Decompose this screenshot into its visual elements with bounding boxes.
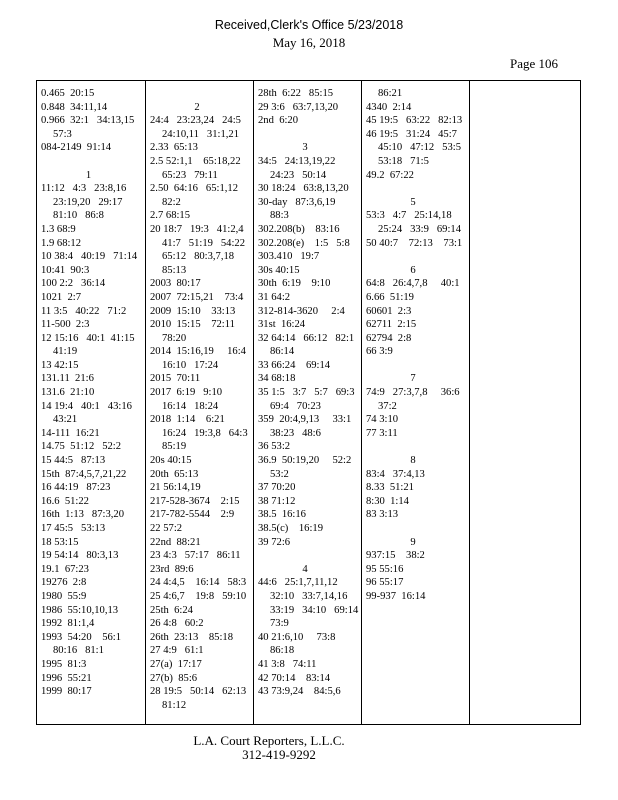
- index-entry: 60601 2:3: [366, 305, 412, 317]
- index-entry: 41:7 51:19 54:22: [162, 237, 245, 249]
- index-entry: 100 2:2 36:14: [41, 278, 106, 290]
- index-entry: 50 40:7 72:13 73:1: [366, 237, 463, 249]
- index-entry: 2018 1:14 6:21: [150, 414, 225, 426]
- index-entry: 23 4:3 57:17 86:11: [150, 550, 241, 562]
- index-entry: 302.208(e) 1:5 5:8: [258, 237, 350, 249]
- index-entry: 38.5 16:16: [258, 509, 306, 521]
- index-column-1: [37, 81, 146, 724]
- index-entry: 21 56:14,19: [150, 482, 201, 494]
- index-entry: 32 64:14 66:12 82:1: [258, 332, 355, 344]
- index-entry: 34:5 24:13,19,22: [258, 155, 336, 167]
- index-entry: 85:19: [162, 441, 187, 453]
- index-entry: 303.410 19:7: [258, 251, 320, 263]
- index-entry: 38:23 48:6: [270, 427, 321, 439]
- index-section-heading: 5: [410, 196, 416, 208]
- index-entry: 131.6 21:10: [41, 387, 95, 399]
- index-section-heading: 3: [302, 142, 308, 154]
- index-entry: 20th 65:13: [150, 468, 199, 480]
- index-entry: 2.5 52:1,1 65:18,22: [150, 155, 241, 167]
- index-entry: 86:18: [270, 645, 295, 657]
- index-entry: 13 42:15: [41, 359, 79, 371]
- index-entry: 25th 6:24: [150, 604, 193, 616]
- index-entry: 19.1 67:23: [41, 563, 89, 575]
- index-entry: 36.9 50:19,20 52:2: [258, 455, 352, 467]
- index-entry: 16:14 18:24: [162, 400, 219, 412]
- index-entry: 86:21: [378, 88, 403, 99]
- index-entry: 88:3: [270, 210, 289, 222]
- index-entry: 8:30 1:14: [366, 495, 409, 507]
- reporter-phone: 312-419-9292: [242, 747, 316, 762]
- index-entry: 17 45:5 53:13: [41, 523, 106, 534]
- index-entry: 1.3 68:9: [41, 223, 76, 235]
- index-entry: 1999 80:17: [41, 686, 92, 698]
- index-entry: 16th 1:13 87:3,20: [41, 509, 124, 521]
- index-entry: 28th 6:22 85:15: [258, 88, 334, 99]
- index-entry: 35 1:5 3:7 5:7 69:3: [258, 387, 355, 399]
- index-entry: 10:41 90:3: [41, 264, 90, 276]
- received-stamp: Received,Clerk's Office 5/23/2018: [214, 18, 404, 32]
- index-entry: 2nd 6:20: [258, 115, 299, 127]
- index-entry: 83 3:13: [366, 509, 399, 521]
- index-entry: 74 3:10: [366, 414, 399, 426]
- index-entry: 1986 55:10,10,13: [41, 604, 119, 616]
- index-entry: 25:24 33:9 69:14: [378, 223, 461, 235]
- index-entry: 26 4:8 60:2: [150, 618, 204, 630]
- index-entry: 30th 6:19 9:10: [258, 278, 331, 290]
- page-number: Page 106: [509, 56, 558, 71]
- index-entry: 65:12 80:3,7,18: [162, 251, 235, 263]
- index-entry: 20s 40:15: [150, 455, 192, 467]
- index-entry: 16:10 17:24: [162, 359, 219, 371]
- index-entry: 11 3:5 40:22 71:2: [41, 305, 127, 317]
- index-entry: 8.33 51:21: [366, 482, 414, 494]
- index-entry: 81:12: [162, 699, 187, 711]
- index-entry: 22nd 88:21: [150, 536, 201, 548]
- index-entry: 30s 40:15: [258, 264, 300, 276]
- index-entry: 10 38:4 40:19 71:14: [41, 251, 138, 263]
- index-entry: 43:21: [53, 414, 78, 426]
- index-entry: 80:16 81:1: [53, 645, 104, 657]
- index-entry: 1021 2:7: [41, 291, 82, 303]
- blank-line: [366, 440, 466, 454]
- index-column-3: [254, 81, 362, 724]
- index-entry: 1980 55:9: [41, 590, 87, 602]
- blank-line: [258, 549, 358, 563]
- index-entry: 15th 87:4,5,7,21,22: [41, 468, 127, 480]
- index-entry: 16 44:19 87:23: [41, 482, 111, 494]
- index-entry: 53:2: [270, 468, 289, 480]
- index-entry: 20 18:7 19:3 41:2,4: [150, 223, 244, 235]
- blank-line: [366, 250, 466, 264]
- index-entry: 19 54:14 80:3,13: [41, 550, 119, 562]
- index-entry: 69:4 70:23: [270, 400, 321, 412]
- index-entry: 6.66 51:19: [366, 291, 414, 303]
- index-entry: 81:10 86:8: [53, 210, 104, 222]
- index-entry: 2009 15:10 33:13: [150, 305, 236, 317]
- index-entry: 53:3 4:7 25:14,18: [366, 210, 452, 222]
- index-section-heading: 6: [410, 264, 416, 276]
- index-entry: 38.5(c) 16:19: [258, 523, 324, 534]
- blank-line: [150, 87, 250, 101]
- index-entry: 27(a) 17:17: [150, 658, 202, 670]
- index-entry: 66 3:9: [366, 346, 393, 358]
- index-entry: 27 4:9 61:1: [150, 645, 204, 657]
- index-entry: 32:10 33:7,14,16: [270, 590, 348, 602]
- index-entry: 16:24 19:3,8 64:3: [162, 427, 248, 439]
- index-entry: 33 66:24 69:14: [258, 359, 331, 371]
- index-section-heading: 1: [85, 169, 92, 181]
- index-entry: 39 72:6: [258, 536, 291, 548]
- index-entry: 74:9 27:3,7,8 36:6: [366, 387, 460, 399]
- index-entry: 73:9: [270, 618, 289, 630]
- index-entry: 82:2: [162, 196, 181, 208]
- index-entry: 16.6 51:22: [41, 495, 89, 507]
- index-entry: 85:13: [162, 264, 187, 276]
- index-entry: 359 20:4,9,13 33:1: [258, 414, 352, 426]
- index-entry: 11-500 2:3: [41, 319, 90, 331]
- index-entry: 2010 15:15 72:11: [150, 319, 235, 331]
- index-entry: 41 3:8 74:11: [258, 658, 317, 670]
- index-entry: 65:23 79:11: [162, 169, 218, 181]
- index-entry: 36 53:2: [258, 441, 291, 453]
- index-entry: 86:14: [270, 346, 295, 358]
- index-entry: 96 55:17: [366, 577, 404, 589]
- blank-line: [366, 359, 466, 373]
- index-entry: 23:19,20 29:17: [53, 196, 123, 208]
- index-entry: 99-937 16:14: [366, 590, 426, 602]
- index-entry: 217-528-3674 2:15: [150, 495, 240, 507]
- index-entry: 2015 70:11: [150, 373, 201, 385]
- index-entry: 33:19 34:10 69:14: [270, 604, 359, 616]
- blank-line: [366, 522, 466, 536]
- index-entry: 12 15:16 40:1 41:15: [41, 332, 135, 344]
- index-section-heading: 7: [410, 373, 416, 385]
- index-entry: 312-814-3620 2:4: [258, 305, 345, 317]
- index-entry: 2017 6:19 9:10: [150, 387, 223, 399]
- index-entry: 38 71:12: [258, 495, 296, 507]
- index-entry: 2.50 64:16 65:1,12: [150, 183, 238, 195]
- index-entry: 0.465 20:15: [41, 88, 95, 99]
- index-entry: 46 19:5 31:24 45:7: [366, 128, 457, 140]
- index-entry: 11:12 4:3 23:8,16: [41, 183, 127, 195]
- index-entry: 19276 2:8: [41, 577, 87, 589]
- index-entry: 77 3:11: [366, 427, 398, 439]
- index-entry: 40 21:6,10 73:8: [258, 631, 336, 643]
- index-entry: 14-111 16:21: [41, 427, 100, 439]
- index-entry: 31st 16:24: [258, 319, 306, 331]
- index-entry: 53:18 71:5: [378, 155, 429, 167]
- index-entry: 95 55:16: [366, 563, 404, 575]
- index-entry: 37 70:20: [258, 482, 296, 494]
- blank-line: [258, 128, 358, 142]
- index-entry: 217-782-5544 2:9: [150, 509, 235, 521]
- index-entry: 084-2149 91:14: [41, 142, 112, 154]
- index-entry: 2007 72:15,21 73:4: [150, 291, 244, 303]
- index-entry: 29 3:6 63:7,13,20: [258, 101, 339, 113]
- reporter-name: L.A. Court Reporters, L.L.C.: [193, 733, 345, 748]
- index-entry: 22 57:2: [150, 523, 183, 534]
- index-entry: 42 70:14 83:14: [258, 672, 331, 684]
- index-section-heading: 9: [410, 536, 416, 548]
- index-entry: 1996 55:21: [41, 672, 92, 684]
- index-section-heading: 2: [194, 101, 200, 113]
- index-entry: 15 44:5 87:13: [41, 455, 106, 467]
- index-entry: 2003 80:17: [150, 278, 201, 290]
- index-entry: 1.9 68:12: [41, 237, 82, 249]
- index-entry: 0.848 34:11,14: [41, 101, 108, 113]
- index-entry: 31 64:2: [258, 291, 291, 303]
- index-entry: 937:15 38:2: [366, 550, 425, 562]
- index-column-5: [470, 81, 582, 724]
- index-entry: 14.75 51:12 52:2: [41, 441, 122, 453]
- index-entry: 44:6 25:1,7,11,12: [258, 577, 338, 589]
- index-column-4: [362, 81, 470, 724]
- index-entry: 49.2 67:22: [366, 169, 414, 181]
- index-entry: 1993 54:20 56:1: [41, 631, 122, 643]
- index-entry: 2.33 65:13: [150, 142, 198, 154]
- index-column-2: [146, 81, 254, 724]
- index-entry: 83:4 37:4,13: [366, 468, 425, 480]
- index-entry: 43 73:9,24 84:5,6: [258, 686, 341, 698]
- index-entry: 0.966 32:1 34:13,15: [41, 115, 135, 127]
- index-entry: 14 19:4 40:1 43:16: [41, 400, 132, 412]
- index-entry: 41:19: [53, 346, 78, 358]
- index-entry: 23rd 89:6: [150, 563, 194, 575]
- index-entry: 25 4:6,7 19:8 59:10: [150, 590, 247, 602]
- index-entry: 2014 15:16,19 16:4: [150, 346, 246, 358]
- index-entry: 1992 81:1,4: [41, 618, 95, 630]
- index-entry: 45 19:5 63:22 82:13: [366, 115, 463, 127]
- index-entry: 27(b) 85:6: [150, 672, 198, 684]
- hearing-date: May 16, 2018: [272, 35, 346, 50]
- blank-line: [366, 182, 466, 196]
- index-entry: 62711 2:15: [366, 319, 417, 331]
- index-entry: 1995 81:3: [41, 658, 87, 670]
- index-entry: 24:10,11 31:1,21: [162, 128, 240, 140]
- index-section-heading: 4: [302, 563, 308, 575]
- index-entry: 37:2: [378, 400, 397, 412]
- index-entry: 78:20: [162, 332, 187, 344]
- index-entry: 2.7 68:15: [150, 210, 191, 222]
- index-entry: 62794 2:8: [366, 332, 412, 344]
- index-entry: 45:10 47:12 53:5: [378, 142, 461, 154]
- index-section-heading: 8: [410, 455, 416, 467]
- index-entry: 18 53:15: [41, 536, 79, 548]
- word-index-table: [36, 80, 581, 725]
- index-entry: 131.11 21:6: [41, 373, 94, 385]
- blank-line: [41, 155, 142, 169]
- index-entry: 24 4:4,5 16:14 58:3: [150, 577, 247, 589]
- index-entry: 28 19:5 50:14 62:13: [150, 686, 247, 698]
- index-entry: 30-day 87:3,6,19: [258, 196, 336, 208]
- index-entry: 34 68:18: [258, 373, 296, 385]
- index-entry: 302.208(b) 83:16: [258, 223, 340, 235]
- index-entry: 30 18:24 63:8,13,20: [258, 183, 349, 195]
- index-entry: 26th 23:13 85:18: [150, 631, 233, 643]
- index-entry: 24:4 23:23,24 24:5: [150, 115, 241, 127]
- index-entry: 24:23 50:14: [270, 169, 327, 181]
- index-entry: 57:3: [53, 128, 72, 140]
- index-entry: 64:8 26:4,7,8 40:1: [366, 278, 460, 290]
- index-entry: 4340 2:14: [366, 101, 412, 113]
